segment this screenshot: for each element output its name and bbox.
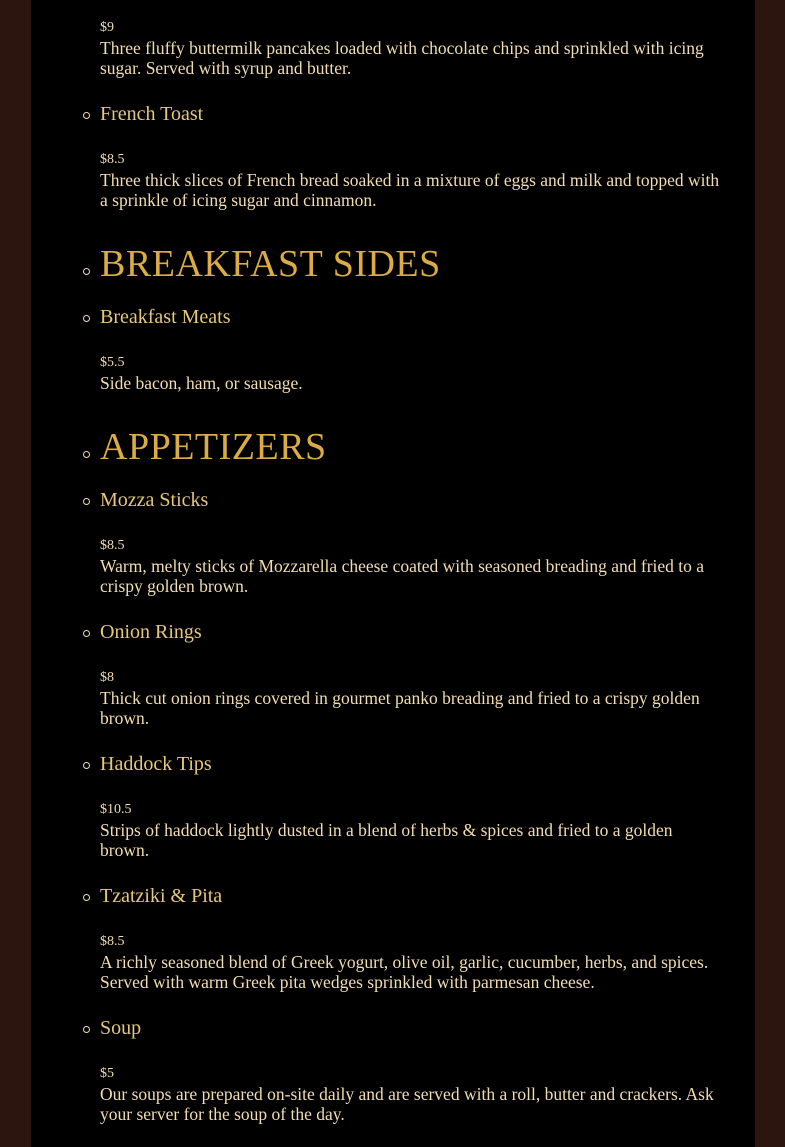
item-name-text: Breakfast Meats: [100, 306, 231, 328]
item-name-text: Soup: [100, 1017, 142, 1039]
item-description: A richly seasoned blend of Greek yogurt, olive oil, garlic, cucumber, herbs, and spices. Served with warm Greek pita wedges sprinkled with parmesan cheese.: [100, 952, 709, 992]
circle-bullet-icon: [83, 630, 90, 637]
item-name-text: French Toast: [100, 103, 204, 125]
circle-bullet-icon: [83, 112, 90, 119]
item-name: [100, 753, 723, 775]
section-title-text: APPETIZERS: [100, 426, 327, 468]
item-description: Our soups are prepared on-site daily and are served with a roll, butter and crackers. Ask your server for the soup of the day.: [100, 1084, 714, 1124]
item-price: $10.5: [100, 802, 132, 817]
item-price: $8.5: [100, 152, 125, 167]
item-price: $5.5: [100, 355, 125, 370]
item-name-text: Haddock Tips: [100, 753, 212, 775]
item-description: Warm, melty sticks of Mozzarella cheese coated with seasoned breading and fried to a crispy golden brown.: [100, 556, 705, 596]
item-description: Strips of haddock lightly dusted in a blend of herbs & spices and fried to a golden brown.: [100, 820, 673, 860]
item-name: [100, 885, 723, 907]
item-name: [100, 103, 723, 125]
item-name-text: Tzatziki & Pita: [100, 885, 223, 907]
section-title-text: BREAKFAST SIDES: [100, 243, 441, 285]
item-name: [100, 489, 723, 511]
item-name-text: Mozza Sticks: [100, 489, 209, 511]
item-name: [100, 1017, 723, 1039]
item-price: $8.5: [100, 934, 125, 949]
item-price: $8: [100, 670, 114, 685]
item-name: [100, 621, 723, 643]
section-title: [100, 245, 723, 283]
item-description: Three thick slices of French bread soaked in a mixture of eggs and milk and topped with a sprinkle of icing sugar and cinnamon.: [100, 170, 720, 210]
circle-bullet-icon: [83, 451, 90, 458]
menu-panel: [31, 0, 755, 1147]
item-name: [100, 306, 723, 328]
item-description: Three fluffy buttermilk pancakes loaded with chocolate chips and sprinkled with icing sugar. Served with syrup and butter.: [100, 38, 704, 78]
circle-bullet-icon: [83, 894, 90, 901]
item-description: Thick cut onion rings covered in gourmet panko breading and fried to a crispy golden brown.: [100, 688, 700, 728]
item-description: Side bacon, ham, or sausage.: [100, 373, 303, 393]
circle-bullet-icon: [83, 268, 90, 275]
item-price: $9: [100, 20, 114, 35]
circle-bullet-icon: [83, 498, 90, 505]
circle-bullet-icon: [83, 762, 90, 769]
item-price: $8.5: [100, 538, 125, 553]
item-price: $5: [100, 1066, 114, 1081]
section-title: [100, 428, 723, 466]
circle-bullet-icon: [83, 315, 90, 322]
circle-bullet-icon: [83, 1026, 90, 1033]
item-name-text: Onion Rings: [100, 621, 202, 643]
